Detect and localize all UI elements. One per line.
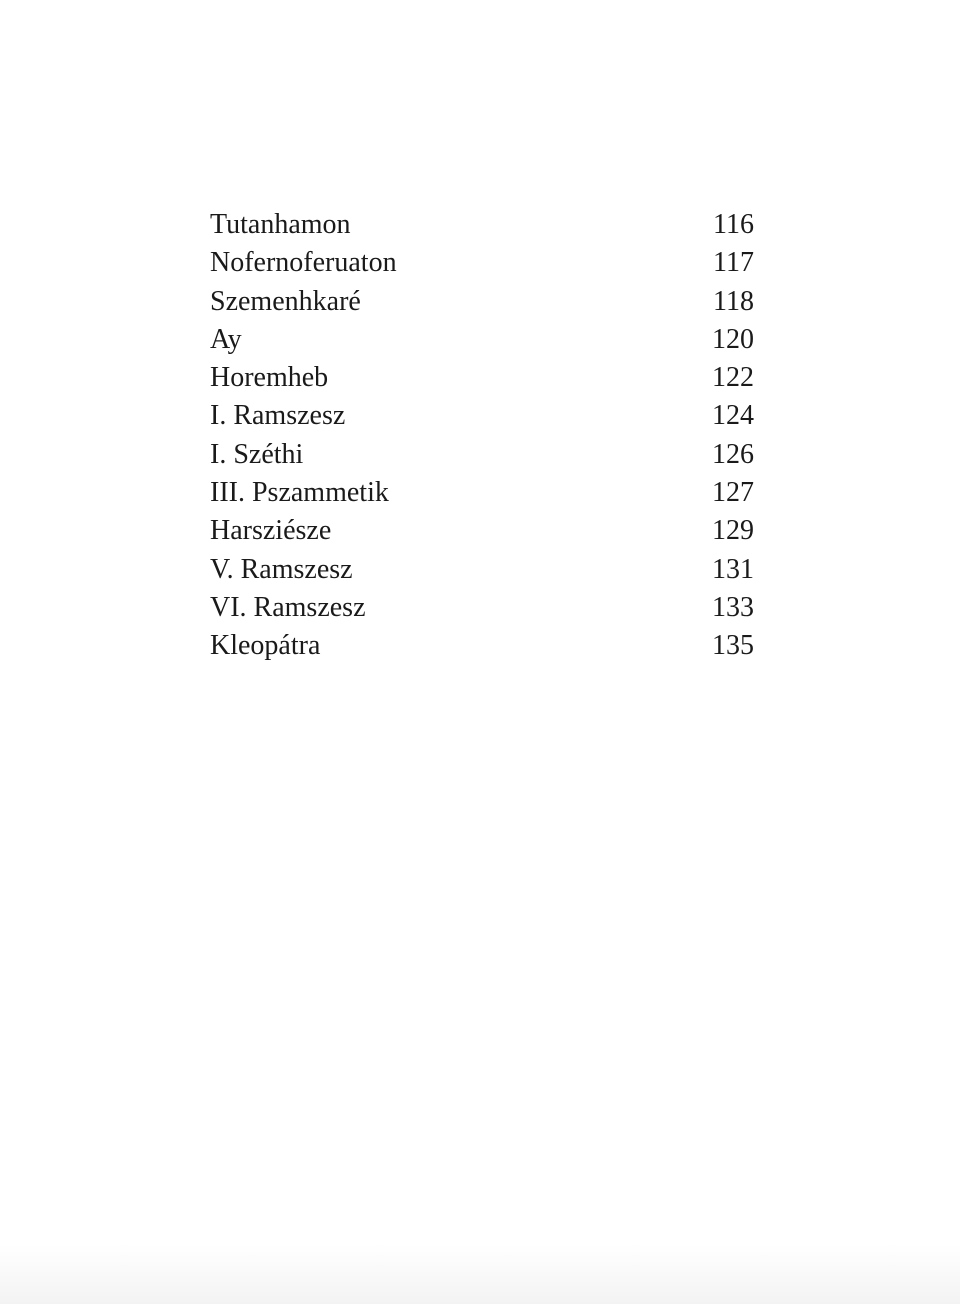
- toc-entry-page-number: 116: [713, 209, 754, 240]
- toc-entry: [210, 397, 754, 435]
- toc-entry: [210, 474, 754, 512]
- toc-entry-page-number: 124: [712, 400, 754, 432]
- toc-entry-title: Tutanhamon: [210, 209, 351, 240]
- toc-entry-page-number: 131: [712, 553, 754, 585]
- toc-entry: [210, 321, 754, 359]
- toc-entry-title: V. Ramszesz: [210, 553, 353, 585]
- toc-entry-page-number: 126: [712, 438, 754, 470]
- toc-entry: [210, 244, 754, 282]
- toc-entry: [210, 206, 754, 244]
- toc-entry-page-number: 122: [712, 362, 754, 394]
- toc-entry-page-number: 127: [712, 477, 754, 509]
- toc-entry-title: Horemheb: [210, 362, 329, 394]
- toc-entry-page-number: 135: [712, 630, 754, 662]
- toc-entry-title: I. Széthi: [210, 438, 304, 470]
- toc-entry-title: Nofernoferuaton: [210, 247, 397, 279]
- toc-entry-title: III. Pszammetik: [210, 477, 389, 509]
- toc-entry: [210, 283, 754, 321]
- toc-entry-title: I. Ramszesz: [210, 400, 346, 432]
- toc-entry-page-number: 129: [712, 515, 754, 547]
- toc-entry-page-number: 118: [713, 285, 754, 317]
- toc-entry: [210, 359, 754, 397]
- toc-entry-title: Szemenhkaré: [210, 285, 361, 317]
- toc-entry-page-number: 120: [712, 323, 754, 355]
- toc-entry-page-number: 133: [712, 591, 754, 623]
- page-bottom-shadow: [0, 1244, 960, 1304]
- toc-entry: [210, 436, 754, 474]
- toc-entry: [210, 589, 754, 627]
- toc-entry: [210, 512, 754, 550]
- toc-entry-title: VI. Ramszesz: [210, 591, 366, 623]
- toc-entry-title: Harsziésze: [210, 515, 332, 547]
- toc-entry-title: Kleopátra: [210, 630, 321, 662]
- toc-entry-page-number: 117: [713, 247, 754, 279]
- toc-entry: [210, 551, 754, 589]
- toc-entry-title: Ay: [210, 323, 242, 355]
- toc-entry: [210, 627, 754, 665]
- table-of-contents: [210, 206, 754, 666]
